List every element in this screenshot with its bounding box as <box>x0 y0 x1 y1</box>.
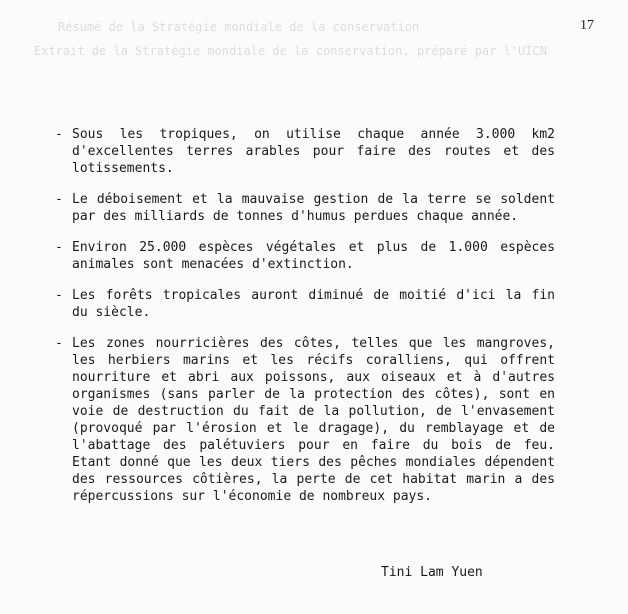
bullet-dash: - <box>55 240 63 255</box>
list-item-text: Sous les tropiques, on utilise chaque année 3.000 km2 d'excellentes terres arables pour faire des routes et des lotissements. <box>72 127 555 176</box>
bleed-through-line-1: Résumé de la Stratégie mondiale de la conservation <box>58 20 420 34</box>
list-item-text: Les forêts tropicales auront diminué de moitié d'ici la fin du siècle. <box>72 288 555 320</box>
list-item <box>55 287 555 321</box>
bullet-dash: - <box>55 192 63 207</box>
list-item-text: Les zones nourricières des côtes, telles que les mangroves, les herbiers marins et les récifs coralliens, qui offrent nourriture et abri aux poissons, aux oiseaux et à d'autres organismes (sans parler de la protection des côtes), sont en voie de destruction du fait de la pollution, de l'envasement (provoqué par l'érosion et le dragage), du remblayage et de l'abattage des palétuviers pour en faire du bois de feu. Etant donné que les deux tiers des pêches mondiales dépendent des ressources côtières, la perte de cet habitat marin a des répercussions sur l'économie de nombreux pays. <box>72 336 555 504</box>
list-item <box>55 191 555 225</box>
bullet-dash: - <box>55 288 63 303</box>
list-item <box>55 335 555 505</box>
bullet-list <box>55 126 555 519</box>
bullet-dash: - <box>55 336 63 351</box>
bullet-dash: - <box>55 127 63 142</box>
bleed-through-line-2: Extrait de la Stratégie mondiale de la conservation, préparé par l'UICN <box>34 44 547 58</box>
page-number: 17 <box>580 18 594 33</box>
list-item-text: Le déboisement et la mauvaise gestion de la terre se soldent par des milliards de tonnes d'humus perdues chaque année. <box>72 192 555 224</box>
list-item <box>55 239 555 273</box>
list-item-text: Environ 25.000 espèces végétales et plus de 1.000 espèces animales sont menacées d'extinction. <box>72 240 555 272</box>
list-item <box>55 126 555 177</box>
author-signature: Tini Lam Yuen <box>381 565 483 580</box>
